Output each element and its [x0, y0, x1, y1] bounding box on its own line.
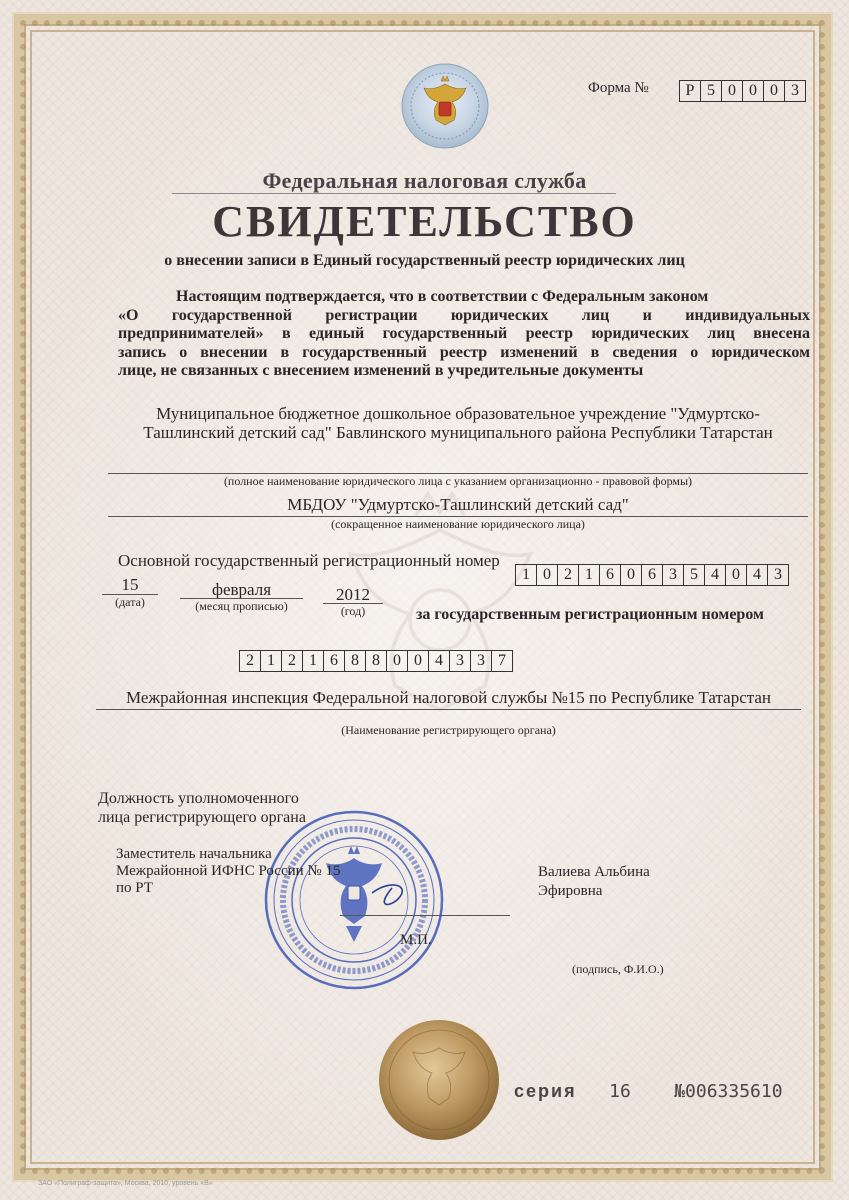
entity-short-name: МБДОУ "Удмуртско-Ташлинский детский сад": [287, 495, 629, 514]
paragraph-line: лице, не связанных с внесением изменений в учредительные документы: [118, 362, 644, 379]
full-name-hint: (полное наименование юридического лица с указанием организационно - правовой формы): [223, 474, 693, 488]
state-emblem-hologram: [400, 62, 490, 150]
ogrn-digit: 1: [515, 564, 537, 586]
grn-digit: 2: [281, 650, 303, 672]
ogrn-digit: 0: [536, 564, 558, 586]
position-label-line: лица регистрирующего органа: [98, 809, 306, 826]
authority-hint: (Наименование регистрирующего органа): [341, 723, 556, 737]
ogrn-digit: 3: [662, 564, 684, 586]
gold-embossed-seal: [377, 1018, 502, 1143]
form-code-cell: 0: [721, 80, 743, 102]
ogrn-digit: 6: [641, 564, 663, 586]
printer-imprint: ЗАО «Полиграф-защита», Москва, 2010, уровень «В»: [38, 1180, 213, 1187]
form-number-cells: [680, 80, 806, 102]
ogrn-digit: 0: [725, 564, 747, 586]
serial-number-value: №006335610: [674, 1081, 783, 1102]
registering-authority: Межрайонная инспекция Федеральной налоговой службы №15 по Республике Татарстан: [125, 688, 772, 707]
form-code-cell: 0: [742, 80, 764, 102]
form-code-cell: 0: [763, 80, 785, 102]
form-code-cell: 3: [784, 80, 806, 102]
month-hint: (месяц прописью): [195, 599, 288, 613]
grn-digit: 0: [386, 650, 408, 672]
grn-digit: 2: [239, 650, 261, 672]
signatory-position-line: Заместитель начальника: [116, 846, 272, 862]
form-code-cell: 5: [700, 80, 722, 102]
ogrn-digit: 3: [767, 564, 789, 586]
serial-number: [514, 1081, 783, 1102]
ogrn-digit: 4: [746, 564, 768, 586]
signatory-position-line: Межрайонной ИФНС России № 15: [116, 863, 341, 879]
paragraph-line: Настоящим подтверждается, что в соответствии с Федеральным законом: [176, 288, 709, 305]
authority-rule: [96, 709, 801, 710]
ogrn-label: Основной государственный регистрационный номер: [118, 551, 500, 570]
signatory-name-line: Валиева Альбина: [538, 864, 650, 880]
grn-digit: 1: [260, 650, 282, 672]
certificate-subtitle: о внесении записи в Единый государственный реестр юридических лиц: [164, 252, 685, 269]
reg-number-label: за государственным регистрационным номером: [416, 606, 764, 623]
grn-digit: 1: [302, 650, 324, 672]
entity-full-name-line: Муниципальное бюджетное дошкольное образовательное учреждение "Удмуртско-: [156, 404, 760, 423]
entity-full-name-line: Ташлинский детский сад" Бавлинского муниципального района Республики Татарстан: [143, 423, 773, 442]
ogrn-digit: 6: [599, 564, 621, 586]
signatory-position-line: по РТ: [116, 880, 153, 896]
day-hint: (дата): [115, 595, 145, 609]
serial-series: 16: [609, 1081, 631, 1102]
signature-hint: (подпись, Ф.И.О.): [572, 962, 664, 976]
paragraph-line: предпринимателей» в единый государственный реестр юридических лиц внесена: [118, 325, 810, 342]
signatory-name-line: Эфировна: [538, 883, 603, 899]
seal-place-label: М.П.: [400, 932, 432, 948]
title-divider: [172, 193, 616, 194]
ogrn-digit: 4: [704, 564, 726, 586]
signatory-name: [538, 863, 650, 901]
page-title: СВИДЕТЕЛЬСТВО: [212, 197, 637, 246]
ogrn-digit: 2: [557, 564, 579, 586]
ogrn-digit: 0: [620, 564, 642, 586]
grn-digit: 3: [470, 650, 492, 672]
grn-digit: 8: [344, 650, 366, 672]
grn-digit: 4: [428, 650, 450, 672]
ogrn-digit: 1: [578, 564, 600, 586]
grn-digit: 6: [323, 650, 345, 672]
date-day: 15: [121, 575, 139, 594]
position-label-line: Должность уполномоченного: [98, 790, 299, 807]
grn-digit: 3: [449, 650, 471, 672]
year-hint: (год): [340, 604, 366, 618]
entity-full-name: [108, 404, 808, 442]
form-number-label: Форма №: [588, 80, 649, 96]
ogrn-cells: [516, 564, 789, 586]
official-stamp: [262, 808, 447, 993]
serial-label: серия: [514, 1081, 577, 1101]
confirmation-paragraph: [118, 288, 810, 381]
signatory-position: [116, 846, 340, 897]
issuing-service: Федеральная налоговая служба: [262, 168, 587, 193]
date-month: февраля: [211, 580, 272, 599]
short-name-hint: (сокращенное наименование юридического лица): [331, 517, 585, 531]
grn-digit: 7: [491, 650, 513, 672]
ogrn-digit: 5: [683, 564, 705, 586]
form-code-cell: Р: [679, 80, 701, 102]
date-year: 2012: [336, 585, 370, 604]
grn-digit: 8: [365, 650, 387, 672]
signature-rule: [340, 915, 510, 916]
grn-digit: 0: [407, 650, 429, 672]
paragraph-line: запись о внесении в государственный реестр изменений в сведения о юридическом: [118, 343, 810, 361]
paragraph-line: «О государственной регистрации юридических лиц и индивидуальных: [118, 306, 810, 324]
grn-cells: [240, 650, 513, 672]
